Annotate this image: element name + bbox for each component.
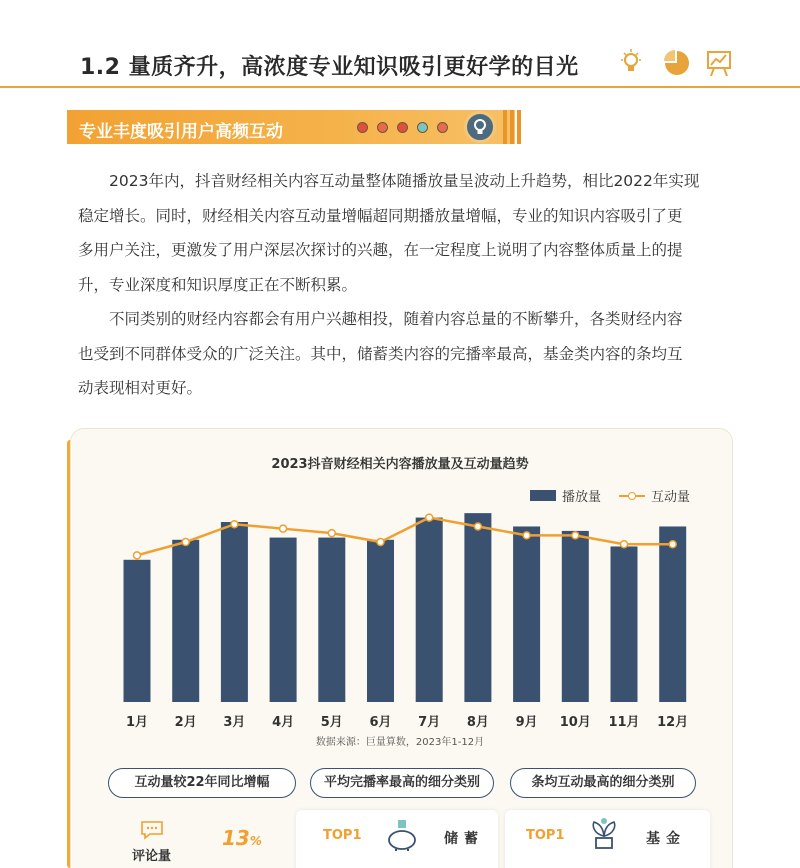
x-tick-label: 10月 (559, 715, 591, 730)
interaction-category: 基金 (646, 831, 686, 847)
completion-rank: TOP1 (323, 828, 362, 843)
line-point-5月 (328, 530, 335, 537)
banner-stripe (517, 110, 521, 144)
x-tick-label: 1月 (125, 715, 149, 730)
piggy-bank-icon (384, 818, 420, 852)
x-tick-label: 8月 (466, 715, 489, 730)
presentation-icon (706, 48, 732, 78)
section-banner (67, 110, 527, 144)
banner-stripe (503, 110, 507, 144)
paragraph-line: 多用户关注，更激发了用户深层次探讨的兴趣，在一定程度上说明了内容整体质量上的提 (78, 241, 683, 259)
x-tick-label: 3月 (223, 715, 246, 730)
x-tick-label: 2月 (174, 715, 197, 730)
comment-value-unit: % (249, 834, 262, 848)
line-point-2月 (182, 539, 189, 546)
line-point-4月 (280, 525, 287, 532)
line-point-1月 (134, 552, 141, 559)
comment-label: 评论量 (132, 849, 172, 864)
x-tick-label: 9月 (515, 715, 538, 730)
line-point-8月 (474, 523, 481, 530)
x-tick-label: 11月 (608, 715, 640, 730)
completion-category: 储蓄 (444, 831, 484, 847)
bar-1月 (124, 560, 151, 702)
line-point-12月 (669, 541, 676, 548)
x-tick-label: 4月 (272, 715, 295, 730)
legend-label-bar: 播放量 (562, 490, 602, 505)
bar-12月 (659, 526, 686, 702)
banner-stripe (510, 110, 514, 144)
bar-11月 (611, 546, 638, 702)
chart-source: 数据来源：巨量算数，2023年1-12月 (315, 737, 485, 748)
banner-dot (397, 122, 408, 133)
paragraph-line: 升，专业深度和知识厚度正在不断积累。 (78, 275, 358, 294)
page-header (0, 0, 800, 88)
bar-5月 (318, 538, 345, 702)
line-point-10月 (572, 532, 579, 539)
interaction-rank: TOP1 (526, 828, 565, 843)
x-tick-label: 12月 (657, 715, 689, 730)
lightbulb-icon (618, 48, 644, 78)
x-tick-label: 6月 (369, 715, 392, 730)
bar-7月 (416, 518, 443, 702)
chart-title: 2023抖音财经相关内容播放量及互动量趋势 (271, 457, 529, 472)
chart-plot (100, 500, 700, 732)
pill-completion-rate: 平均完播率最高的细分类别 (310, 768, 494, 798)
line-point-9月 (523, 532, 530, 539)
bar-10月 (562, 531, 589, 702)
banner-dot (417, 122, 428, 133)
money-plant-icon (586, 816, 622, 852)
paragraph-line: 不同类别的财经内容都会有用户兴趣相投，随着内容总量的不断攀升，各类财经内容 (109, 310, 683, 328)
banner-dot (357, 122, 368, 133)
header-divider (0, 86, 800, 88)
x-tick-label: 7月 (418, 715, 441, 730)
line-point-7月 (426, 514, 433, 521)
paragraph-line: 也受到不同群体受众的广泛关注。其中，储蓄类内容的完播率最高，基金类内容的条均互 (78, 344, 683, 363)
line-point-11月 (621, 541, 628, 548)
pie-chart-icon (664, 48, 690, 78)
pill-interaction: 条均互动最高的细分类别 (510, 768, 696, 798)
lightbulb-icon (464, 111, 496, 143)
line-point-6月 (377, 539, 384, 546)
comment-value-number: 13 (222, 826, 250, 850)
pill-yoy-growth: 互动量较22年同比增幅 (108, 768, 296, 798)
bar-3月 (221, 522, 248, 702)
bar-2月 (172, 540, 199, 702)
bar-4月 (270, 538, 297, 702)
bar-8月 (464, 513, 491, 702)
comment-icon (140, 820, 164, 840)
line-series (137, 518, 673, 556)
comment-value (222, 826, 262, 850)
legend-swatch-line (619, 495, 645, 497)
banner-title: 专业丰度吸引用户高频互动 (79, 122, 283, 142)
line-point-3月 (231, 521, 238, 528)
bar-6月 (367, 540, 394, 702)
paragraph-line: 稳定增长。同时，财经相关内容互动量增幅超同期播放量增幅，专业的知识内容吸引了更 (78, 206, 683, 225)
banner-dot (377, 122, 388, 133)
paragraph-line: 2023年内，抖音财经相关内容互动量整体随播放量呈波动上升趋势，相比2022年实现 (109, 172, 700, 190)
paragraph-2 (78, 302, 718, 406)
section-title: 1.2 量质齐升，高浓度专业知识吸引更好学的目光 (80, 55, 579, 80)
banner-dot (437, 122, 448, 133)
bar-9月 (513, 526, 540, 702)
paragraph-1 (78, 164, 718, 302)
legend-label-line: 互动量 (651, 490, 691, 505)
x-tick-label: 5月 (320, 715, 343, 730)
paragraph-line: 动表现相对更好。 (78, 379, 203, 397)
